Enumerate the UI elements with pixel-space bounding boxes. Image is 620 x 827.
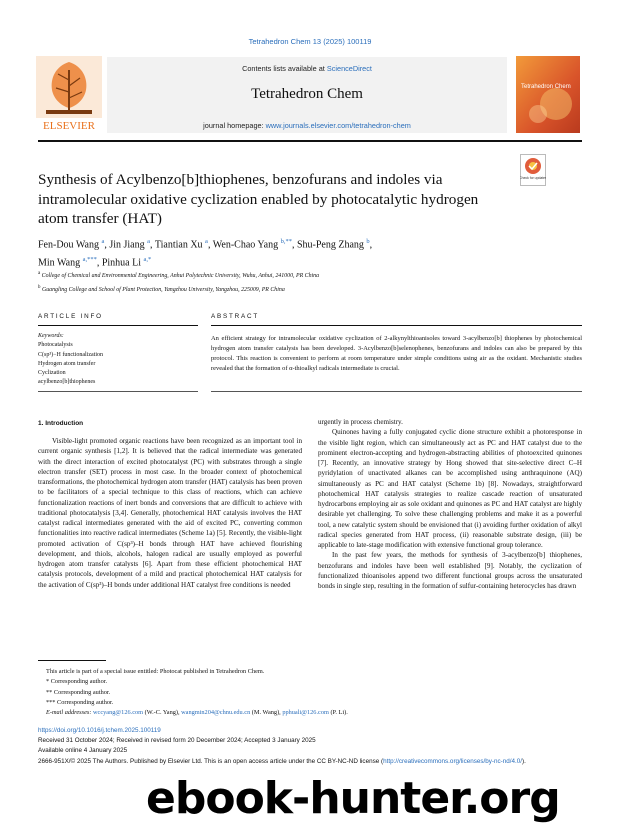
footnote-emails: [38, 708, 582, 718]
footnote-corresponding: *** Corresponding author.: [46, 698, 114, 706]
journal-reference[interactable]: Tetrahedron Chem 13 (2025) 100119: [248, 37, 372, 46]
author-affil-mark[interactable]: a,***: [82, 256, 97, 264]
check-for-updates-badge[interactable]: [520, 154, 546, 186]
author-name[interactable]: Fen-Dou Wang: [38, 239, 99, 251]
journal-cover-image: [516, 56, 580, 133]
footnote-corresponding: ** Corresponding author.: [46, 688, 111, 696]
abstract-label: ABSTRACT: [211, 313, 259, 320]
license-suffix: ).: [522, 758, 526, 765]
email-link[interactable]: wangmin204@chnu.edu.cn: [181, 709, 251, 717]
check-updates-label: Check for updates: [520, 176, 546, 180]
email-link[interactable]: wccyang@126.com: [93, 709, 144, 717]
footnote-rule: [38, 660, 106, 661]
article-info-rule: [38, 325, 198, 326]
abstract-rule: [211, 325, 582, 326]
body-paragraph: Quinones having a fully conjugated cyclic dione structure exhibit a photoresponse in the visible light region, which can simultaneously act as PC and HAT catalyst due to the prominent electron-accepting and hydrogen-abstracting abilities of photoexcited quinones [7]. Recently, an innovative strategy by Hong showed that site-selective direct C–H pyridylation of unactivated alkanes can be accomplished using anthraquinone (AQ) simultaneously as PC and HAT catalyst (Scheme 1b) [8]. Nowadays, straightforward photochemical HAT catalysis strategies to realize cascade reaction of unsaturated hydrocarbons employing air as sole oxidant and quinones as PC and HAT catalyst are highly desirable yet challenging. To solve these challenging problems and make it as a powerful tool, a new catalytic system should be envisioned that (i) avoiding further oxidation of alkyl radical species generated from HAT process, (ii) reasonable substrate design, (iii) be applicable to late-stage modification with extensive functional group tolerance.: [318, 428, 582, 549]
author-name[interactable]: Pinhua Li: [101, 257, 142, 269]
keyword-item: Hydrogen atom transfer: [38, 360, 96, 367]
doi-link[interactable]: https://doi.org/10.1016/j.tchem.2025.100119: [38, 727, 161, 734]
section-heading-introduction: 1. Introduction: [38, 420, 84, 427]
keywords-heading: Keywords:: [38, 333, 64, 339]
body-paragraph: urgently in process chemistry.: [318, 418, 403, 426]
article-title: Synthesis of Acylbenzo[b]thiophenes, benzofurans and indoles via intramolecular oxidative cyclization enabled by photocatalytic hydrogen atom transfer (HAT): [38, 171, 479, 227]
affil-mark: b: [38, 284, 41, 290]
homepage-link[interactable]: www.journals.elsevier.com/tetrahedron-chem: [265, 121, 411, 130]
affil-text: College of Chemical and Environmental Engineering, Anhui Polytechnic University, Wuhu, Anhui, 241000, PR China: [41, 272, 320, 279]
author-affil-mark[interactable]: b,**: [280, 238, 292, 245]
email-owner: (W.-C. Yang),: [143, 709, 182, 717]
body-paragraph: Visible-light promoted organic reactions have been recognized as an important tool in current organic synthesis [1,2]. It is believed that the radical intermediate was generated with the direct interaction of excited photocatalyst (PC) with substrates through a single electron transfer (SET) process in most case. In the broader context of photochemical transformations, the photochemical hydrogen atom transfer (HAT) catalysis has been proven to be facilitators of a special technique to this class of reactions, which can achieve functionalization reactions of inert bonds and conversions that are difficult to achieve with traditional photocatalysis [3,4]. Generally, photochemical HAT catalysis involves the HAT catalyst radical intermediates generated with the aid of excited PC, converting common functionalities into reactive radical intermediates (Scheme 1a) [5]. Recently, the visible-light promoted activation of C(sp³)–H bonds through HAT have achieved flourishing development, and thiols, alcohols, halogen radical are usually employed as powerful hydrogen atom transfer catalysts [6]. Apart from these efficient photochemical HAT catalysis protocols, development of a mild and practical photochemical HAT catalysis for the activation of C(sp³)–H bonds under additional HAT catalyst free conditions is needed: [38, 437, 302, 589]
license-statement: [38, 757, 582, 767]
watermark: ebook-hunter.org: [146, 773, 560, 824]
body-paragraph: In the past few years, the methods for synthesis of 3-acylbenzo[b] thiophenes, benzofurans and indoles have been well established [9]. Notably, the cyclization of functionalized thioanisoles append two different functional groups across the unsaturated bonds in single step, resulting in the formation of sulfur-containing heterocycles has drawn: [318, 551, 582, 590]
sciencedirect-link[interactable]: ScienceDirect: [326, 64, 372, 73]
header-rule: [38, 140, 582, 142]
homepage-line: [107, 121, 507, 130]
contents-line: [107, 64, 507, 73]
author-name[interactable]: Tiantian Xu: [154, 239, 203, 251]
homepage-prefix: journal homepage:: [203, 121, 266, 130]
affiliation-item: [38, 282, 578, 296]
keywords-block: [38, 332, 198, 388]
author-name[interactable]: Min Wang: [38, 257, 81, 269]
affiliation-item: [38, 268, 578, 282]
body-column-left: [38, 436, 302, 590]
affil-text: Guangling College and School of Plant Protection, Yangzhou University, Yangzhou, 225009, PR China: [41, 286, 285, 293]
author-affil-mark[interactable]: a: [147, 238, 151, 245]
cover-title: Tetrahedron Chem: [521, 84, 571, 90]
keyword-item: Cyclization: [38, 370, 66, 377]
journal-title: Tetrahedron Chem: [251, 86, 363, 102]
elsevier-wordmark: ELSEVIER: [43, 120, 95, 132]
footnote-special-issue: This article is part of a special issue entitled: Photocat published in Tetrahedron Chem.: [46, 668, 265, 675]
keyword-item: Photocatalysis: [38, 342, 73, 349]
author-affil-mark[interactable]: b: [366, 238, 370, 245]
author-name[interactable]: Shu-Peng Zhang: [296, 239, 364, 251]
article-info-bottom-rule: [38, 391, 198, 392]
email-owner: (P. Li).: [328, 709, 348, 717]
footnote-corresponding: * Corresponding author.: [46, 678, 108, 686]
keyword-item: C(sp³)−H functionalization: [38, 351, 104, 358]
body-column-right: [318, 417, 582, 591]
contents-prefix: Contents lists available at: [242, 64, 327, 73]
available-online-date: Available online 4 January 2025: [38, 747, 128, 754]
article-info-label: ARTICLE INFO: [38, 313, 103, 320]
received-dates: Received 31 October 2024; Received in revised form 20 December 2024; Accepted 3 January 2025: [38, 737, 316, 744]
elsevier-logo: [36, 56, 102, 134]
abstract-text: An efficient strategy for intramolecular oxidative cyclization of 2-alkynylthioanisoles toward 3-acylbenzo[b] thiophenes by photochemical hydrogen atom transfer catalysis has been developed. 3-Acylbenzo[b]selenophenes, benzofurans and indoles can also be prepared by this protocol. This reaction is convenient to perform at room temperature under simple conditions using air as the oxidant. Mechanistic studies revealed that the formation of α-thioalkyl radicals intermediate is crucial.: [211, 335, 582, 372]
abstract-bottom-rule: [211, 391, 582, 392]
email-owner: (M. Wang),: [250, 709, 283, 717]
keyword-item: acylbenzo[b]thiophenes: [38, 379, 96, 386]
affil-mark: a: [38, 271, 41, 276]
footnotes: [38, 667, 582, 718]
author-name[interactable]: Wen-Chao Yang: [212, 239, 279, 251]
email-label: E-mail addresses:: [46, 709, 93, 717]
author-affil-mark[interactable]: a,*: [143, 256, 152, 264]
author-list: Fen-Dou Wang $^a$, Jin Jiang $^a$, Tiantian Xu $^a$, Wen-Chao Yang $^{b,**}$, Shu-Peng Zhang $^b$, Min Wang $^{a,***}$, Pinhua Li $^{a,*}$: [38, 238, 373, 269]
license-link[interactable]: http://creativecommons.org/licenses/by-nc-nd/4.0/: [383, 758, 523, 765]
affiliations: [38, 268, 578, 296]
author-name[interactable]: Jin Jiang: [109, 239, 145, 251]
author-affil-mark[interactable]: a: [205, 238, 208, 245]
email-link[interactable]: pphuali@126.com: [282, 709, 329, 717]
license-prefix: 2666-951X/© 2025 The Authors. Published by Elsevier Ltd. This is an open access article under the CC BY-NC-ND license (: [38, 758, 384, 765]
author-affil-mark[interactable]: a: [101, 238, 105, 245]
